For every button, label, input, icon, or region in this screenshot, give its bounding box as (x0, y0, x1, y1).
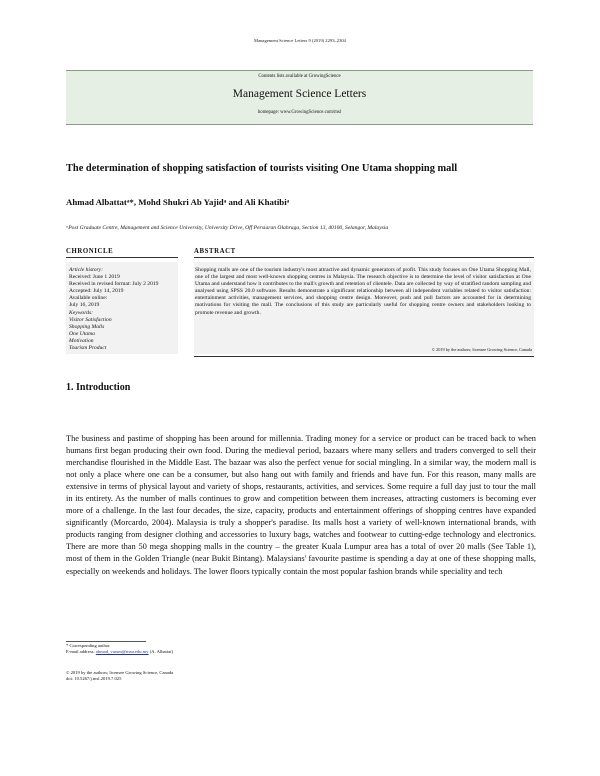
corresponding-author-note: * Corresponding author. (66, 643, 111, 648)
chronicle-heading: CHRONICLE (66, 248, 114, 255)
footnote-rule (66, 641, 146, 642)
doi[interactable]: doi: 10.5267/j.msl.2019.7.025 (66, 676, 122, 681)
article-title: The determination of shopping satisfaction of tourists visiting One Utama shopping mall (66, 163, 458, 174)
footer-copyright: © 2019 by the authors; licensee Growing Science, Canada (66, 670, 174, 675)
online-date: July 16, 2019 (69, 302, 100, 309)
journal-reference: Management Science Letters 9 (2019) 2293–2304 (254, 38, 346, 43)
author-list: Ahmad Albattatᵃ*, Mohd Shukri Ab Yajidᵃ and Ali Khatibiᵃ (66, 197, 290, 207)
author-affiliation: ᵃPost Graduate Centre, Management and Science University, University Drive, Off Persiaran Olahraga, Section 13, 40100, Selangor, Malaysia (66, 225, 389, 231)
abstract-heading: ABSTRACT (194, 248, 236, 255)
revised-date: Received in revised format: July 2 2019 (69, 281, 159, 288)
online-label: Available online: (69, 295, 108, 302)
footnote (66, 643, 536, 655)
email-link[interactable]: ahmad_vassm@msu.edu.my (95, 649, 149, 654)
email-suffix: (A. Albattat) (149, 649, 173, 654)
article-history (69, 267, 177, 352)
keyword-item: One Utama (69, 330, 95, 337)
header-bottom-rule (66, 124, 533, 125)
received-date: Received: June 1 2019 (69, 274, 120, 281)
journal-name: Management Science Letters (232, 88, 367, 100)
chronicle-rule (66, 257, 178, 258)
abstract-bottom-rule (194, 356, 534, 357)
abstract-copyright: © 2019 by the authors; licensee Growing Science, Canada (431, 347, 532, 352)
abstract-text: Shopping malls are one of the tourism industry's most attractive and dynamic generators of profit. This study focuses on One Utama Shopping Mall, one of the largest and most well-known shopping centres in Malaysia. The research objective is to determine the level of visitor satisfaction at One Utama and understand how it contributes to the mall's growth and retention of clientele. Data are collected by way of stratified random sampling and analysed using SPSS 20.0 software. Results demonstrate a significant relationship between all independent variables related to visitor satisfaction: entertainment activities, management services, and shopping centre design. Moreover, push and pull factors are accounted for in determining motivations for visiting the mall. The conclusions of this study are particularly useful for shopping centre owners and stakeholders looking to promote revenue and growth. (195, 267, 531, 316)
keywords-label: Keywords: (69, 309, 94, 316)
keyword-item: Tourism Product (69, 345, 107, 352)
journal-homepage-link[interactable]: homepage: www.GrowingScience.com/msl (257, 110, 342, 115)
keyword-item: Visitor Satisfaction (69, 316, 112, 323)
keyword-item: Shopping Malls (69, 323, 105, 330)
history-label: Article history: (69, 267, 104, 273)
email-line (66, 649, 536, 655)
email-label: E-mail address: (66, 649, 95, 654)
header-top-rule (66, 70, 533, 71)
keyword-item: Motivation (69, 337, 94, 344)
abstract-rule (194, 257, 534, 258)
contents-availability-line: Contents lists available at GrowingScience (258, 74, 341, 79)
accepted-date: Accepted: July 14, 2019 (69, 288, 124, 295)
section-heading-introduction: 1. Introduction (66, 382, 131, 393)
introduction-paragraph: The business and pastime of shopping has been around for millennia. Trading money for a service or product can be traced back to when humans first began producing their own food. During the medieval period, bazaars where many sellers and traders converged to sell their merchandise flourished in the Middle East. The bazaar was also the perfect venue for social mingling. In a similar way, the modern mall is not only a place where one can be a consumer, but also hang out with family and friends and have fun. For this reason, many malls are extensive in terms of physical layout and variety of shops, restaurants, activities, and services. Some require a full day just to tour the mall in its entirety. As the number of malls continues to grow and competition between them increases, attracting customers is becoming ever more of a challenge. In the last four decades, the size, capacity, products and entertainment offerings of shopping centres have expanded significantly (Morcardo, 2004). Malaysia is truly a shopper's paradise. Its malls host a variety of well-known international brands, with products ranging from designer clothing and accessories to luxury bags, watches and footwear to cutting-edge technology and electronics. There are more than 50 mega shopping malls in the country – the greater Kuala Lumpur area has a total of over 20 malls (See Table 1), most of them in the Golden Triangle (near Bukit Bintang). Malaysians' favourite pastime is spending a day at one of these shopping malls, especially on weekends and holidays. The lower floors typically contain the most popular fashion brands while speciality and tech (66, 434, 536, 576)
page-footer (66, 670, 536, 682)
